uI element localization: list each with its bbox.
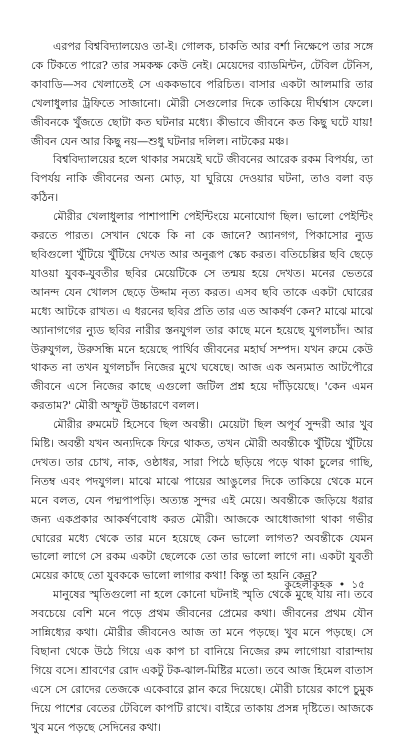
paragraph: মানুষের স্মৃতিগুলো না হলে কোনো ঘটনাই স্মৃতি থেকে মুছে যায় না। তবে সবচেয়ে বেশি মনে পড়ে প্রথম জীবনের প্রেমের কথা। জীবনের প্রথম যৌন সান্নিধ্যের কথা। মৌরীর জীবনেও আজ তা মনে পড়ছে। খুব মনে পড়ছে। সে বিছানা থেকে উঠে গিয়ে এক কাপ চা বানিয়ে নিজের রুম লাগোয়া বারান্দায় গিয়ে বসে। শ্রাবণের রোদ একটু টক-ঝাল-মিষ্টির মতো। তবে আজ হিমেল বাতাস এসে সে রোদের তেজকে একেবারে স্লান করে দিয়েছে। মৌরী চায়ের কাপে চুমুক দিয়ে পাশের বেতের টেবিলে কাপটি রাখে। বাইরে তাকায় প্রসন্ন দৃষ্টিতে। আজকে খুব মনে পড়ছে সেদিনের কথা। bbox=[31, 588, 373, 734]
page-number: ১৫ bbox=[351, 579, 365, 591]
book-title: কুহেলীকুহক bbox=[284, 579, 333, 591]
page-body bbox=[31, 38, 373, 738]
paragraph: মৌরীর খেলাধুলার পাশাপাশি পেইন্টিংয়ে মনোযোগ ছিল। ভালো পেইন্টিং করতে পারত। সেখান থেকে কি না কে জানে? অ্যানগগ, পিকাসোর ন্যুড ছবিগুলো খুঁটিয়ে খুঁটিয়ে দেখত আর অনুরূপ স্কেচ করত। বতিচেল্লির ছবি ছেড়ে যাওয়া যুবক-যুবতীর ছবির মেয়েটিকে সে তন্ময় হয়ে দেখত। মনের ভেতরে আনন্দ যেন খোলস ছেড়ে উদ্দাম নৃত্য করত। এসব ছবি তাকে একটা ঘোরের মধ্যে আটকে রাখত। এ ধরনের ছবির প্রতি তার এত আকর্ষণ কেন? মাঝে মাঝে অ্যানাগগের ন্যুড ছবির নারীর স্তনযুগল তার কাছে মনে হয়েছে যুগলচাঁদ। আর উরুযুগল, উরুসন্ধি মনে হয়েছে পার্থিব জীবনের মহার্ঘ সম্পদ। যখন রুমে কেউ থাকত না তখন যুগলচাঁদ নিজের মুখে ঘষেছে। আজ এক অন্যমাত আটপৌরে জীবনে এসে নিজের কাছে এগুলো জটিল প্রশ্ন হয়ে দাঁড়িয়েছে। 'কেন এমন করতাম?' মৌরী অস্ফুট উচ্চারণে বলল। bbox=[31, 210, 373, 413]
page-footer bbox=[284, 578, 365, 592]
paragraph: এরপর বিশ্ববিদ্যালয়েও তা-ই। গোলক, চাকতি আর বর্শা নিক্ষেপে তার সঙ্গে কে টিকতে পারে? তার সমকক্ষ কেউ নেই। মেয়েদের ব্যাডমিন্টন, টেবিল টেনিস, কাবাডি—সব খেলাতেই সে এককভাবে পরিচিত। বাসার একটা আলমারি তার খেলাধুলার ট্রফিতে সাজানো। মৌরী সেগুলোর দিকে তাকিয়ে দীর্ঘশ্বাস ফেলে। জীবনকে খুঁজতে ছোটা কত ঘটনার মধ্যে। কীভাবে জীবনে কত কিছু ঘটে যায়! জীবন যেন আর কিছু নয়—শুধু ঘটনার দলিল। নাটকের মঞ্চ। bbox=[31, 40, 373, 148]
paragraph: মৌরীর রুমমেট হিসেবে ছিল অবন্তী। মেয়েটা ছিল অপূর্ব সুন্দরী আর খুব মিষ্টি। অবন্তী যখন অন্যদিকে ফিরে থাকত, তখন মৌরী অবন্তীকে খুঁটিয়ে খুঁটিয়ে দেখত। তার চোখ, নাক, ওষ্ঠাধর, সারা পিঠে ছড়িয়ে পড়ে থাকা চুলের গাছি, নিতম্ব এবং পদযুগল। মাঝে মাঝে পায়ের আঙুলের দিকে তাকিয়ে থেকে মনে মনে বলত, যেন পদ্মপাপড়ি। অত্যন্ত সুন্দর এই মেয়ে। অবন্তীকে জড়িয়ে ধরার জন্য একপ্রকার আকর্ষণবোধ করত মৌরী। আজকে আধোজাগা থাকা গভীর ঘোরের মধ্যে থেকে তার মনে হয়েছে কেন ভালো লাগত? অবন্তীকে যেমন ভালো লাগে সে রকম একটা ছেলেকে তো তার ভালো লাগে না। একটা যুবতী মেয়ের কাছে তো যুবককে ভালো লাগার কথা! কিন্তু তা হয়নি কেন? bbox=[31, 418, 373, 583]
footer-separator: • bbox=[338, 579, 346, 591]
paragraph: বিশ্ববিদ্যালয়ের হলে থাকার সময়েই ঘটে জীবনের আরেক রকম বিপর্যয়, তা বিপর্যয় নাকি জীবনের অন্য মোড়, যা ঘুরিয়ে দেওয়ার ঘটনা, তাও বলা বড় কঠিন। bbox=[31, 153, 373, 205]
